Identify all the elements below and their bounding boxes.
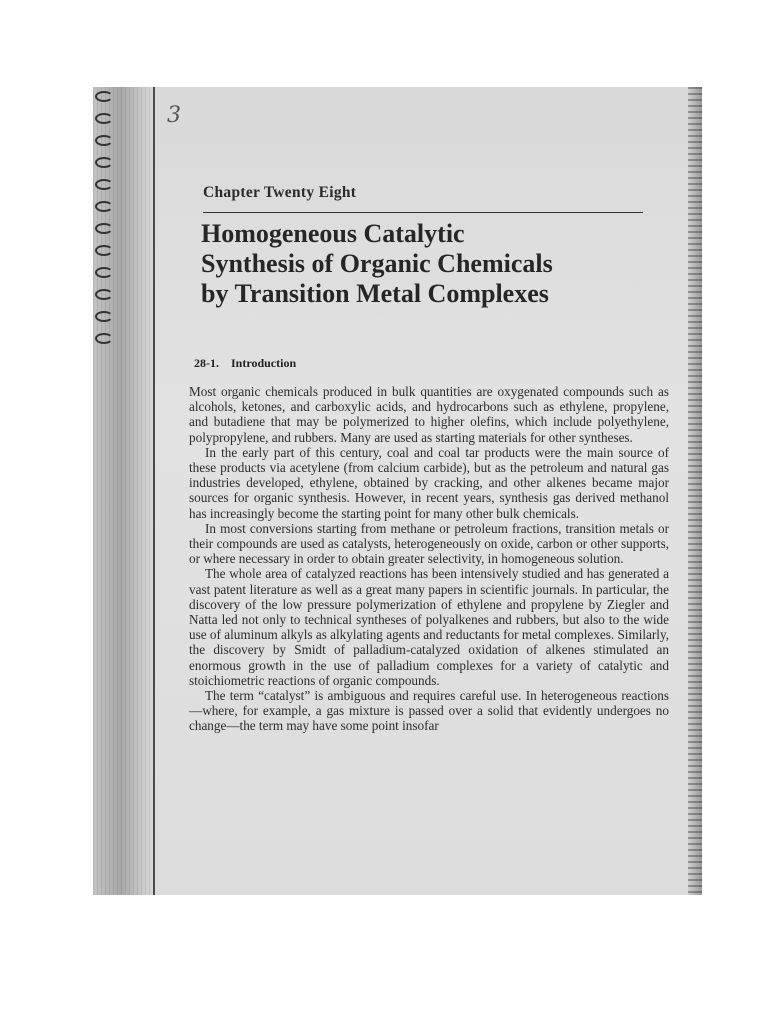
binding-ring-icon [95,113,113,124]
paragraph: In most conversions starting from methane or petroleum fractions, transition metals or their compounds are used as catalysts, heterogeneously on oxide, carbon or other supports, or where necessary in order to obtain greater selectivity, in homogeneous solution. [189,520,669,567]
binding-ring-icon [95,333,113,344]
body-text [189,384,669,734]
binding-ring-icon [95,289,113,300]
binding-ring-icon [95,201,113,212]
paragraph: Most organic chemicals produced in bulk quantities are oxygenated compounds such as alcohols, ketones, and carboxylic acids, and hydrocarbons such as ethylene, propylene, and butadiene that may be polymerized to higher olefins, which include polyethylene, polypropylene, and rubbers. Many are used as starting materials for other syntheses. [189,384,669,445]
chapter-title: Homogeneous Catalytic Synthesis of Organic Chemicals by Transition Metal Complexes [201,219,553,308]
paragraph: In the early part of this century, coal and coal tar products were the main source of these products via acetylene (from calcium carbide), but as the petroleum and natural gas industries developed, ethylene, obtained by cracking, and other alkenes became major sources for organic synthesis. However, in recent years, synthesis gas derived methanol has increasingly become the starting point for many other bulk chemicals. [189,444,669,521]
binding-edge [153,87,155,895]
section-heading [194,356,296,371]
section-number: 28-1. [194,356,219,370]
binding-ring-icon [95,223,113,234]
page-stack-edge [688,87,702,895]
binding-ring-icon [95,311,113,322]
binding-ring-icon [95,245,113,256]
binding-ring-icon [95,267,113,278]
binding-ring-icon [95,91,113,102]
chapter-divider [203,212,643,213]
paragraph: The whole area of catalyzed reactions has been intensively studied and has generated a vast patent literature as well as a great many papers in scientific journals. In particular, the discovery of the low pressure polymerization of ethylene and propylene by Ziegler and Natta led not only to technical syntheses of polyalkenes and rubbers, but also to the wide use of aluminum alkyls as alkylating agents and reductants for metal complexes. Similarly, the discovery by Smidt of palladium-catalyzed oxidation of alkenes stimulated an enormous growth in the use of palladium complexes for a variety of catalytic and stoichiometric reactions of organic compounds. [189,566,669,688]
binding-ring-icon [95,135,113,146]
paragraph: The term “catalyst” is ambiguous and requires careful use. In heterogeneous reactions—where, for example, a gas mixture is passed over a solid that evidently undergoes no change—the term may have some point insofar [189,688,669,734]
spiral-binding [93,87,155,895]
chapter-label: Chapter Twenty Eight [203,184,357,201]
page-photo [93,87,702,895]
section-title: Introduction [231,356,297,370]
handwritten-page-number: 3 [167,103,181,128]
binding-ring-icon [95,179,113,190]
binding-ring-icon [95,157,113,168]
